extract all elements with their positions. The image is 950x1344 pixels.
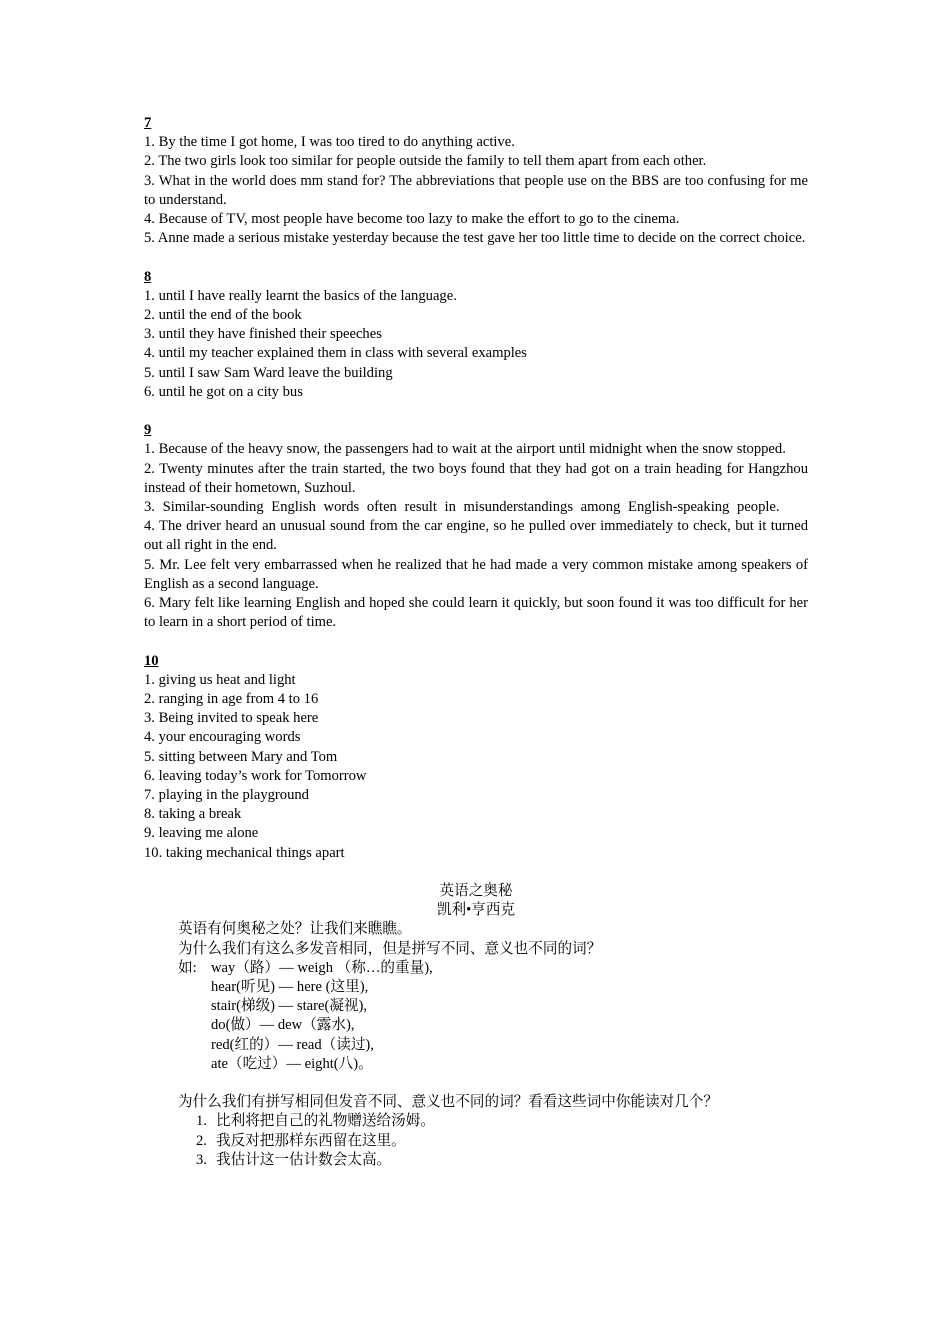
section-7-item: 5. Anne made a serious mistake yesterday because the test gave her too little time to decide on the correct choice. <box>144 230 806 247</box>
section-8-item: 4. until my teacher explained them in class with several examples <box>144 345 527 362</box>
article-list-item <box>144 1151 808 1170</box>
section-7-item: 2. The two girls look too similar for people outside the family to tell them apart from each other. <box>144 153 707 170</box>
section-8-item: 6. until he got on a city bus <box>144 383 303 400</box>
example-item: ate（吃过）— eight(八)。 <box>211 1055 373 1072</box>
list-item-text: 我估计这一估计数会太高。 <box>216 1151 392 1168</box>
section-7-item: 3. What in the world does mm stand for? The abbreviations that people use on the BBS are too confusing for me to understand. <box>144 172 808 208</box>
example-item: red(红的）— read（读过), <box>211 1036 374 1053</box>
section-8-item: 2. until the end of the book <box>144 307 302 324</box>
section-9-item: 2. Twenty minutes after the train started, the two boys found that they had got on a train heading for Hangzhou instead of their hometown, Suzhoul. <box>144 460 808 496</box>
example-item: do(做）— dew（露水), <box>211 1017 355 1034</box>
section-10-item: 2. ranging in age from 4 to 16 <box>144 691 319 708</box>
article-question-1: 为什么我们有这么多发音相同，但是拼写不同、意义也不同的词？ <box>178 940 602 957</box>
section-9-item: 3. Similar-sounding English words often result in misunderstandings among English-speaking people. <box>144 499 780 516</box>
list-item-number: 1. <box>196 1113 207 1130</box>
section-10-item: 6. leaving today’s work for Tomorrow <box>144 767 367 784</box>
article-list-item <box>144 1132 808 1151</box>
document-page <box>144 114 808 1170</box>
list-item-number: 2. <box>196 1132 207 1149</box>
section-10-item: 5. sitting between Mary and Tom <box>144 748 338 765</box>
section-10-item: 8. taking a break <box>144 806 242 823</box>
section-10-item: 7. playing in the playground <box>144 787 309 804</box>
section-9-item: 1. Because of the heavy snow, the passengers had to wait at the airport until midnight when the snow stopped. <box>144 441 786 458</box>
section-7-item: 1. By the time I got home, I was too tired to do anything active. <box>144 134 515 151</box>
article-list-item <box>144 1112 808 1131</box>
example-item: hear(听见) — here (这里), <box>211 979 369 996</box>
section-10-item: 1. giving us heat and light <box>144 671 296 688</box>
list-item-number: 3. <box>196 1151 207 1168</box>
section-7-item: 4. Because of TV, most people have become too lazy to make the effort to go to the cinema. <box>144 211 680 228</box>
example-item: way（路）— weigh （称…的重量), <box>211 959 433 976</box>
section-9-number: 9 <box>144 422 152 439</box>
list-item-text: 我反对把那样东西留在这里。 <box>216 1132 406 1149</box>
section-9-item: 5. Mr. Lee felt very embarrassed when he realized that he had made a very common mistake among speakers of English as a second language. <box>144 556 808 592</box>
section-9-item: 4. The driver heard an unusual sound from the car engine, so he pulled over immediately to check, but it turned out all right in the end. <box>144 518 808 554</box>
article-question-2: 为什么我们有拼写相同但发音不同、意义也不同的词？看看这些词中你能读对几个？ <box>178 1094 718 1111</box>
section-8-item: 3. until they have finished their speeches <box>144 326 382 343</box>
section-8-item: 5. until I saw Sam Ward leave the building <box>144 364 393 381</box>
section-8-item: 1. until I have really learnt the basics of the language. <box>144 287 457 304</box>
section-10-item: 9. leaving me alone <box>144 825 259 842</box>
section-8-number: 8 <box>144 268 152 285</box>
section-7-number: 7 <box>144 115 152 131</box>
example-item: stair(梯级) — stare(凝视), <box>211 998 368 1015</box>
article-author: 凯利•亨西克 <box>436 902 516 919</box>
section-9-item: 6. Mary felt like learning English and hoped she could learn it quickly, but soon found it was too difficult for her to learn in a short period of time. <box>144 595 808 631</box>
section-10-item: 3. Being invited to speak here <box>144 710 319 727</box>
article-intro: 英语有何奥秘之处？让我们来瞧瞧。 <box>178 921 412 938</box>
examples-label: 如: <box>178 959 197 976</box>
section-10-number: 10 <box>144 652 159 669</box>
article-title: 英语之奥秘 <box>439 883 513 900</box>
section-10-item: 4. your encouraging words <box>144 729 301 746</box>
list-item-text: 比利将把自己的礼物赠送给汤姆。 <box>216 1113 435 1130</box>
section-10-item: 10. taking mechanical things apart <box>144 844 345 861</box>
examples-first-row <box>144 959 808 978</box>
